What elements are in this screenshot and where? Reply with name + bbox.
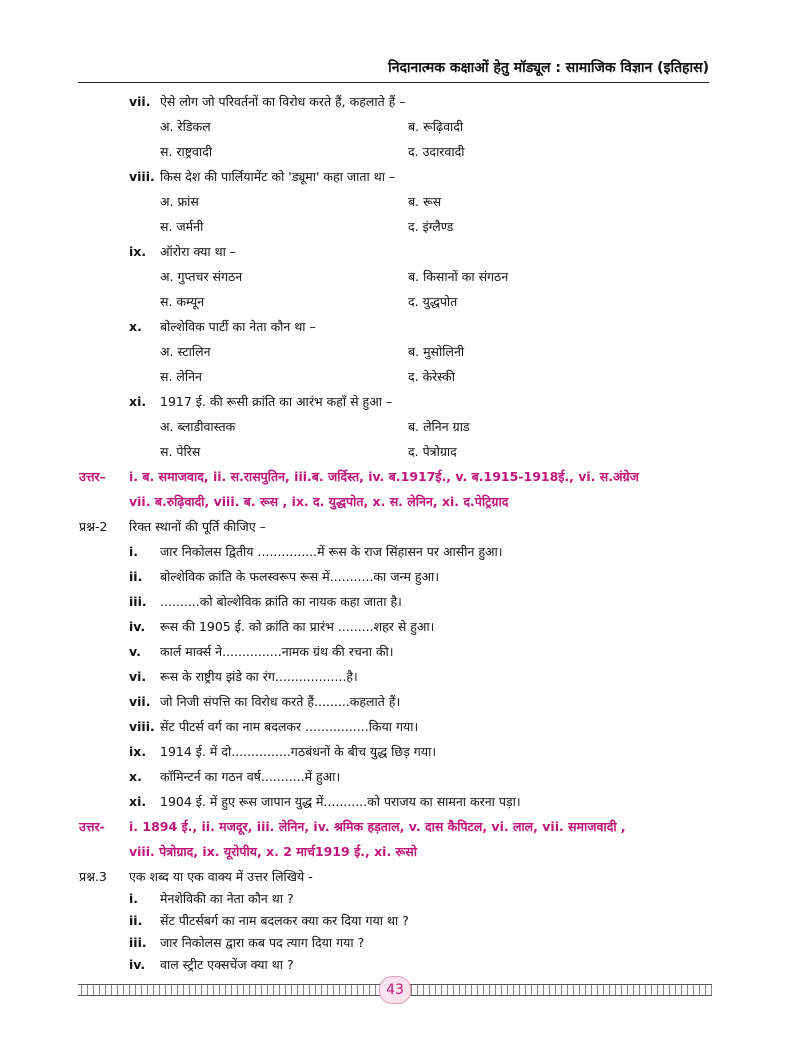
item-text: रूस के राष्ट्रीय झंडे का रंग..................है। bbox=[160, 669, 358, 684]
item-number: v. bbox=[129, 644, 141, 659]
option-d: द. पेत्रोग्राद bbox=[408, 444, 457, 459]
running-header: निदानात्मक कक्षाओं हेतु मॉड्यूल : सामाजिक विज्ञान (इतिहास) bbox=[388, 60, 709, 76]
option-c: स. लेनिन bbox=[160, 369, 202, 384]
option-d: द. केरेस्की bbox=[408, 369, 455, 384]
option-c: स. जर्मनी bbox=[160, 219, 204, 234]
option-d: द. उदारवादी bbox=[408, 144, 465, 159]
question-text: ऐसे लोग जो परिवर्तनों का विरोध करते हैं, कहलाते हैं – bbox=[160, 94, 406, 109]
item-text: जो निजी संपत्ति का विरोध करते हैं.........कहलाते हैं। bbox=[160, 694, 401, 709]
item-number: xi. bbox=[129, 794, 147, 809]
item-text: कार्ल मार्क्स ने...............नामक ग्रंथ की रचना की। bbox=[160, 644, 394, 659]
question-number: xi. bbox=[129, 394, 147, 409]
item-number: viii. bbox=[129, 719, 155, 734]
question-number: x. bbox=[129, 319, 142, 334]
item-text: सेंट पीटर्सबर्ग का नाम बदलकर क्या कर दिया गया था ? bbox=[160, 913, 409, 928]
answer-line: vii. ब.रुढ़िवादी, viii. ब. रूस , ix. द. युद्धपोत, x. स. लेनिन, xi. द.पेट्रिग्राद bbox=[129, 494, 509, 509]
item-text: 1914 ई. में दो...............गठबंधनों के बीच युद्ध छिड़ गया। bbox=[160, 744, 437, 759]
item-text: जार निकोलस द्वारा कब पद त्याग दिया गया ? bbox=[160, 935, 365, 950]
item-text: रूस की 1905 ई. को क्रांति का प्रारंभ .........शहर से हुआ। bbox=[160, 619, 435, 634]
question-text: 1917 ई. की रूसी क्रांति का आरंभ कहाँ से हुआ – bbox=[160, 394, 393, 409]
item-text: वाल स्ट्रीट एक्सचेंज क्या था ? bbox=[160, 957, 294, 972]
option-c: स. कम्यून bbox=[160, 294, 205, 309]
item-text: कॉमिन्टर्न का गठन वर्ष...........में हुआ। bbox=[160, 769, 341, 784]
item-text: बोल्शेविक क्रांति के फलस्वरूप रूस में...........का जन्म हुआ। bbox=[160, 569, 440, 584]
item-number: x. bbox=[129, 769, 142, 784]
option-c: स. राष्ट्रवादी bbox=[160, 144, 213, 159]
header-rule bbox=[78, 82, 709, 83]
item-number: ii. bbox=[129, 913, 143, 928]
question-text: ऑरोरा क्या था – bbox=[160, 244, 237, 259]
answer-label: उत्तर- bbox=[79, 819, 105, 834]
item-text: 1904 ई. में हुए रूस जापान युद्ध में...........को पराजय का सामना करना पड़ा। bbox=[160, 794, 521, 809]
item-number: ii. bbox=[129, 569, 143, 584]
item-text: ..........को बोल्शेविक क्रांति का नायक कहा जाता है। bbox=[160, 594, 402, 609]
question-number: vii. bbox=[129, 94, 151, 109]
question-number: viii. bbox=[129, 169, 155, 184]
question-label: प्रश्न-2 bbox=[79, 519, 108, 534]
item-number: vii. bbox=[129, 694, 151, 709]
item-number: i. bbox=[129, 544, 139, 559]
option-b: ब. रूस bbox=[408, 194, 442, 209]
option-a: अ. ब्लाडीवास्तक bbox=[160, 419, 236, 434]
item-number: iv. bbox=[129, 619, 146, 634]
item-number: iii. bbox=[129, 935, 147, 950]
option-d: द. इंग्लैण्ड bbox=[408, 219, 454, 234]
item-number: iii. bbox=[129, 594, 147, 609]
question-title: रिक्त स्थानों की पूर्ति कीजिए – bbox=[129, 519, 266, 534]
question-text: बोल्शेविक पार्टी का नेता कौन था – bbox=[160, 319, 316, 334]
answer-line: i. ब. समाजवाद, ii. स.रासपुतिन, iii.ब. जर्दिस्त, iv. ब.1917ई., v. ब.1915-1918ई., vi. स.अंग्रेज bbox=[129, 469, 639, 484]
question-number: ix. bbox=[129, 244, 147, 259]
item-number: i. bbox=[129, 891, 139, 906]
option-b: ब. मुसोलिनी bbox=[408, 344, 465, 359]
item-number: ix. bbox=[129, 744, 147, 759]
question-text: किस देश की पार्लियामेंट को 'ड्यूमा' कहा जाता था – bbox=[160, 169, 396, 184]
item-number: iv. bbox=[129, 957, 146, 972]
item-text: सेंट पीटर्स वर्ग का नाम बदलकर ................किया गया। bbox=[160, 719, 419, 734]
item-text: मेनशेविकी का नेता कौन था ? bbox=[160, 891, 294, 906]
option-a: अ. रेडिकल bbox=[160, 119, 211, 134]
item-number: vi. bbox=[129, 669, 147, 684]
option-b: ब. रूढ़िवादी bbox=[408, 119, 464, 134]
option-a: अ. गुप्तचर संगठन bbox=[160, 269, 243, 284]
option-b: ब. किसानों का संगठन bbox=[408, 269, 509, 284]
option-a: अ. फ्रांस bbox=[160, 194, 199, 209]
answer-line: i. 1894 ई., ii. मजदूर, iii. लेनिन, iv. श्रमिक हड़ताल, v. दास कैपिटल, vi. लाल, vii. समाजवादी , bbox=[129, 819, 626, 834]
option-c: स. पेरिस bbox=[160, 444, 201, 459]
question-title: एक शब्द या एक वाक्य में उत्तर लिखिये - bbox=[129, 869, 313, 884]
option-a: अ. स्टालिन bbox=[160, 344, 211, 359]
option-d: द. युद्धपोत bbox=[408, 294, 458, 309]
answer-line: viii. पेत्रोग्राद, ix. यूरोपीय, x. 2 मार्च1919 ई., xi. रूसो bbox=[129, 844, 417, 859]
answer-label: उत्तर– bbox=[79, 469, 106, 484]
item-text: जार निकोलस द्वितीय ...............में रूस के राज सिंहासन पर आसीन हुआ। bbox=[160, 544, 503, 559]
question-label: प्रश्न.3 bbox=[79, 869, 107, 884]
option-b: ब. लेनिन ग्राड bbox=[408, 419, 470, 434]
page-number: 43 bbox=[379, 976, 411, 1004]
